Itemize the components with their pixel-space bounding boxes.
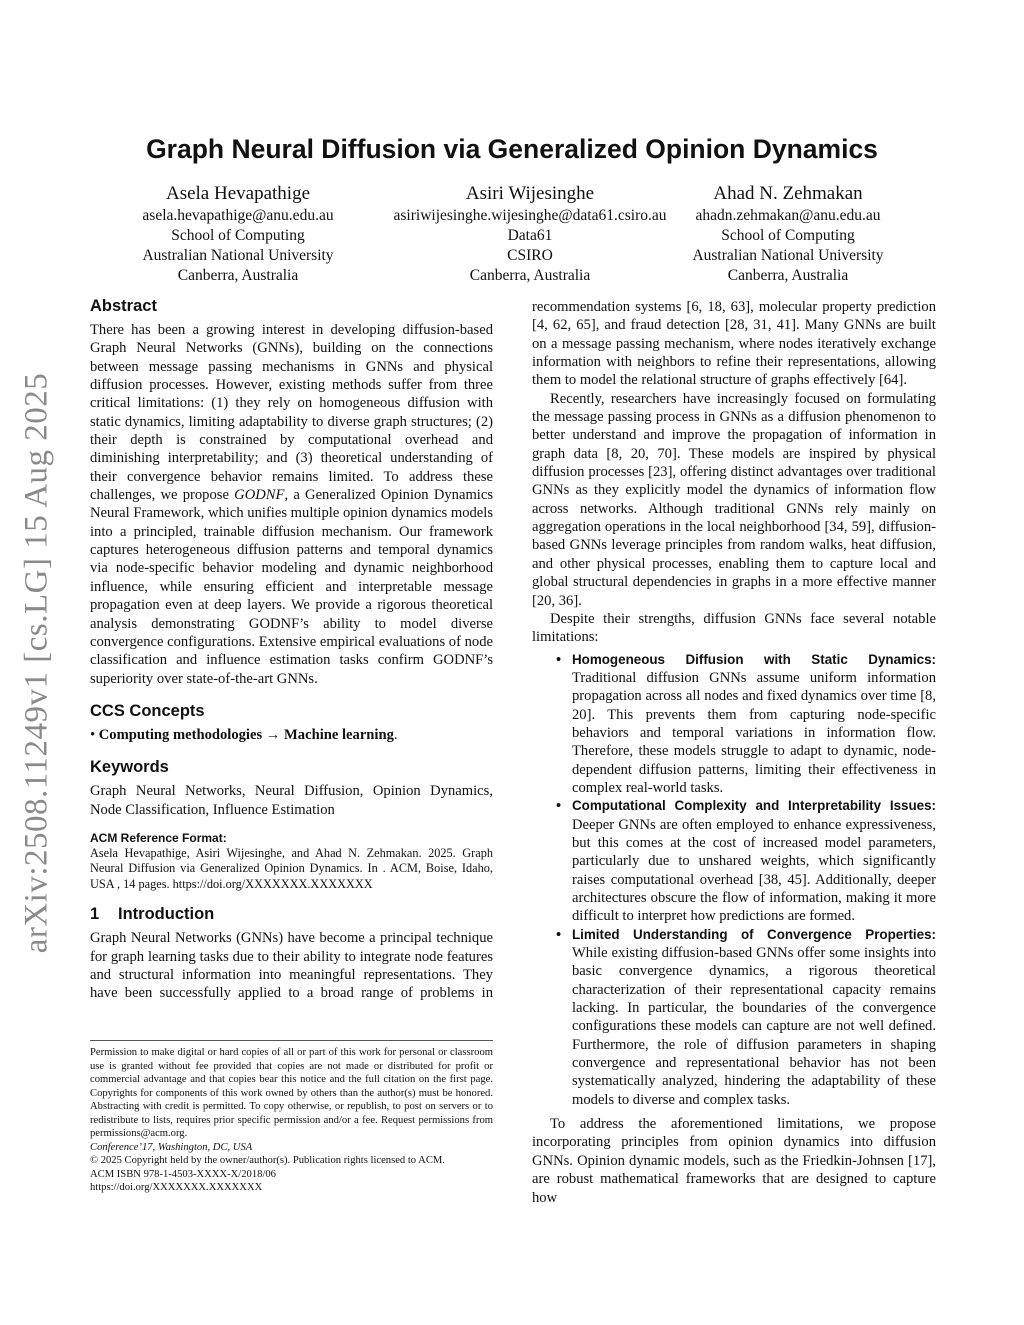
list-item-lead: Homogeneous Diffusion with Static Dynamics: xyxy=(572,651,936,667)
paper-title: Graph Neural Diffusion via Generalized Opinion Dynamics xyxy=(146,134,878,164)
intro-paragraph-4: To address the aforementioned limitations, we propose incorporating principles from opinion dynamics into diffusion GNNs. Opinion dynamic models, such as the Friedkin-Johnsen [17], are robust mathematical frameworks that are designed to capture how xyxy=(532,1116,936,1206)
arxiv-identifier: arXiv:2508.11249v1 [cs.LG] 15 Aug 2025 xyxy=(18,372,55,954)
author-organization: Australian National University xyxy=(142,247,334,264)
ccs-concept: Computing methodologies → Machine learning xyxy=(98,726,394,743)
limitations-list xyxy=(532,651,936,1110)
author-department: School of Computing xyxy=(721,227,855,244)
author-department: Data61 xyxy=(507,227,553,244)
intro-paragraph-1-continued: recommendation systems [6, 18, 63], molecular property prediction [4, 62, 65], and fraud detection [28, 31, 41]. Many GNNs are built on a message passing mechanism, where nodes iteratively exchange information with neighbors to refine their representations, allowing them to model the relational structure of graphs effectively [64]. xyxy=(532,299,936,389)
author-block xyxy=(110,183,366,286)
acm-reference-heading: ACM Reference Format: xyxy=(90,830,227,845)
ccs-heading: CCS Concepts xyxy=(90,701,205,720)
list-item-lead: Limited Understanding of Convergence Properties: xyxy=(572,926,936,942)
author-department: School of Computing xyxy=(171,227,305,244)
author-name: Ahad N. Zehmakan xyxy=(713,183,863,204)
right-column xyxy=(532,298,936,1207)
author-name: Asiri Wijesinghe xyxy=(465,183,595,204)
isbn: ACM ISBN 978-1-4503-XXXX-X/2018/06 xyxy=(90,1168,276,1180)
arxiv-sidebar xyxy=(14,368,60,958)
footnote xyxy=(90,1040,493,1195)
doi-link[interactable]: https://doi.org/XXXXXXX.XXXXXXX xyxy=(90,1182,263,1193)
framework-name: GODNF xyxy=(234,487,285,504)
permission-notice: Permission to make digital or hard copies of all or part of this work for personal or classroom use is granted without fee provided that copies are not made or distributed for profit or commercial advantage and that copies bear this notice and the full citation on the first page. Copyrights for components of this work owned by others than the author(s) must be honored. Abstracting with credit is permitted. To copy otherwise, or republish, to post on servers or to redistribute to lists, requires prior specific permission and/or a fee. Request permissions from permissions@acm.org. xyxy=(90,1047,493,1139)
list-item-lead: Computational Complexity and Interpretability Issues: xyxy=(572,798,936,814)
author-organization: CSIRO xyxy=(507,247,553,264)
keywords-text: Graph Neural Networks, Neural Diffusion, Opinion Dynamics, Node Classification, Influence Estimation xyxy=(90,783,493,818)
abstract-text: There has been a growing interest in developing diffusion-based Graph Neural Networks (GNNs), building on the connections between message passing mechanisms in GNNs and physical diffusion processes. However, existing methods suffer from three critical limitations: (1) they rely on homogeneous diffusion with static dynamics, limiting adaptability to diverse graph structures; (2) their depth is constrained by computational overhead and diminishing interpretability; and (3) theoretical understanding of their convergence behavior remains limited. To address these challenges, we propose GODNF, a Generalized Opinion Dynamics Neural Framework, which unifies multiple opinion dynamics models into a principled, trainable diffusion mechanism. Our framework captures heterogeneous diffusion patterns and temporal dynamics via node-specific behavior modeling and dynamic neighborhood influence, while ensuring efficient and interpretable message propagation even at deep layers. We provide a rigorous theoretical analysis demonstrating GODNF’s ability to model diverse convergence configurations. Extensive empirical evaluations of node classification and influence estimation tasks confirm GODNF’s superiority over state-of-the-art GNNs. xyxy=(90,322,494,687)
author-email: ahadn.zehmakan@anu.edu.au xyxy=(695,207,881,224)
abstract-heading: Abstract xyxy=(90,297,157,315)
intro-paragraph-3: Despite their strengths, diffusion GNNs face several notable limitations: xyxy=(532,610,936,646)
keywords-heading: Keywords xyxy=(90,758,169,777)
copyright-notice: © 2025 Copyright held by the owner/author(s). Publication rights licensed to ACM. xyxy=(90,1155,445,1166)
ccs-concepts: • Computing methodologies → Machine learning. xyxy=(90,726,398,743)
conference-info: Conference’17, Washington, DC, USA xyxy=(90,1141,253,1153)
author-organization: Australian National University xyxy=(692,247,884,264)
author-location: Canberra, Australia xyxy=(727,267,849,284)
author-block xyxy=(660,183,916,286)
author-name: Asela Hevapathige xyxy=(165,183,311,204)
list-item: • Limited Understanding of Convergence Properties: While existing diffusion-based GNNs offer some insights into basic convergence dynamics, a rigorous theoretical characterization of their representational capacity remains lacking. In particular, the boundaries of the convergence configurations these models can capture are not well defined. Furthermore, the role of diffusion parameters in shaping convergence and representational behavior has not been systematically analyzed, hindering the adaptability of these models to diverse and complex tasks. xyxy=(556,926,936,1108)
intro-paragraph-1: Graph Neural Networks (GNNs) have become a principal technique for graph learning tasks due to their ability to integrate node features and structural information into meaningful representations. They have been successfully applied to a broad range of problems in xyxy=(90,930,493,1002)
list-item: • Computational Complexity and Interpretability Issues: Deeper GNNs are often employed to enhance expressiveness, but this comes at the cost of increased model parameters, particularly due to unshared weights, which significantly raises computational overhead [38, 45]. Additionally, deeper architectures obscure the flow of information, making it more difficult to interpret how predictions are formed. xyxy=(556,798,936,925)
author-location: Canberra, Australia xyxy=(177,267,299,284)
acm-reference-text: Asela Hevapathige, Asiri Wijesinghe, and Ahad N. Zehmakan. 2025. Graph Neural Diffusion via Generalized Opinion Dynamics. In . ACM, Boise, Idaho, USA , 14 pages. https://doi.org/XXXXXXX.XXXXXXX xyxy=(90,845,493,891)
author-block xyxy=(380,183,680,286)
author-email: asiriwijesinghe.wijesinghe@data61.csiro.au xyxy=(393,207,667,224)
author-email: asela.hevapathige@anu.edu.au xyxy=(142,207,334,224)
list-item: • Homogeneous Diffusion with Static Dynamics: Traditional diffusion GNNs assume uniform information propagation across all nodes and fixed dynamics over time [8, 20]. This prevents them from capturing node-specific behaviors and temporal variations in information flow. Therefore, these models struggle to adapt to dynamic, node-dependent diffusion patterns, limiting their effectiveness in complex real-world tasks. xyxy=(556,651,936,796)
intro-paragraph-2: Recently, researchers have increasingly focused on formulating the message passing process in GNNs as a diffusion phenomenon to better understand and improve the propagation of information in graph data [8, 20, 70]. These models are inspired by physical diffusion processes [23], offering distinct advantages over traditional GNNs as they explicitly model the dynamics of information flow across networks. Although traditional GNNs rely mainly on aggregation operations in the local neighborhood [34, 59], diffusion-based GNNs leverage principles from random walks, heat diffusion, and other physical processes, enabling them to capture local and global structural dependencies in graphs in a more effective manner [20, 36]. xyxy=(532,390,936,609)
author-location: Canberra, Australia xyxy=(469,267,591,284)
introduction-heading: 1 Introduction xyxy=(90,905,215,924)
left-column xyxy=(90,296,493,1003)
